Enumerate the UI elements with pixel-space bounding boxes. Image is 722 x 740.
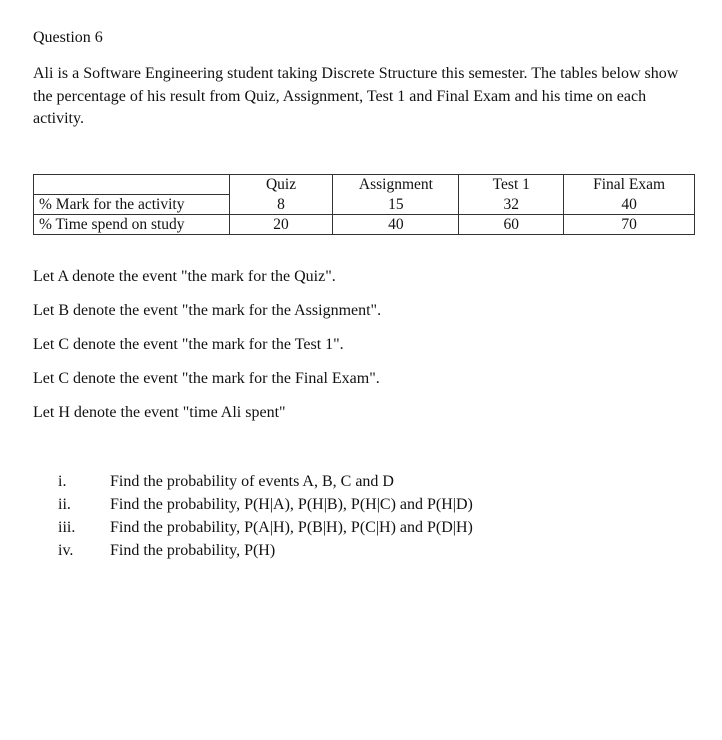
table-cell: 8 [229,195,333,215]
table-header-row [34,175,695,195]
task-number: ii. [58,496,71,513]
table-cell: 40 [333,215,459,235]
event-definition: Let H denote the event "time Ali spent" [33,404,286,421]
row-label: % Time spend on study [34,215,230,235]
task-number: i. [58,473,67,490]
event-definition: Let B denote the event "the mark for the Assignment". [33,302,382,319]
task-number: iv. [58,542,74,559]
header-corner-cell [34,175,230,195]
task-list [58,470,473,562]
intro-paragraph: Ali is a Software Engineering student taking Discrete Structure this semester. The tables below show the percentage of his result from Quiz, Assignment, Test 1 and Final Exam and his time on each activity. [33,65,679,127]
event-definitions [33,268,381,438]
header-cell: Final Exam [564,175,695,195]
header-cell: Test 1 [459,175,564,195]
table-cell: 20 [229,215,333,235]
table-row [34,215,695,235]
event-definition: Let C denote the event "the mark for the Test 1". [33,336,344,353]
results-table [33,174,695,235]
task-text: Find the probability of events A, B, C and D [110,473,394,490]
event-definition: Let C denote the event "the mark for the Final Exam". [33,370,380,387]
table-cell: 32 [459,195,564,215]
header-cell: Assignment [333,175,459,195]
table-cell: 40 [564,195,695,215]
task-text: Find the probability, P(H) [110,542,276,559]
task-number: iii. [58,519,76,536]
table-cell: 70 [564,215,695,235]
list-item [58,516,473,539]
table-row [34,195,695,215]
header-cell: Quiz [229,175,333,195]
list-item [58,470,473,493]
event-definition: Let A denote the event "the mark for the Quiz". [33,268,336,285]
table-cell: 15 [333,195,459,215]
row-label: % Mark for the activity [34,195,230,215]
list-item [58,493,473,516]
task-text: Find the probability, P(A|H), P(B|H), P(C|H) and P(D|H) [110,519,473,536]
table-cell: 60 [459,215,564,235]
task-text: Find the probability, P(H|A), P(H|B), P(H|C) and P(H|D) [110,496,473,513]
list-item [58,539,473,562]
question-title: Question 6 [33,29,103,46]
